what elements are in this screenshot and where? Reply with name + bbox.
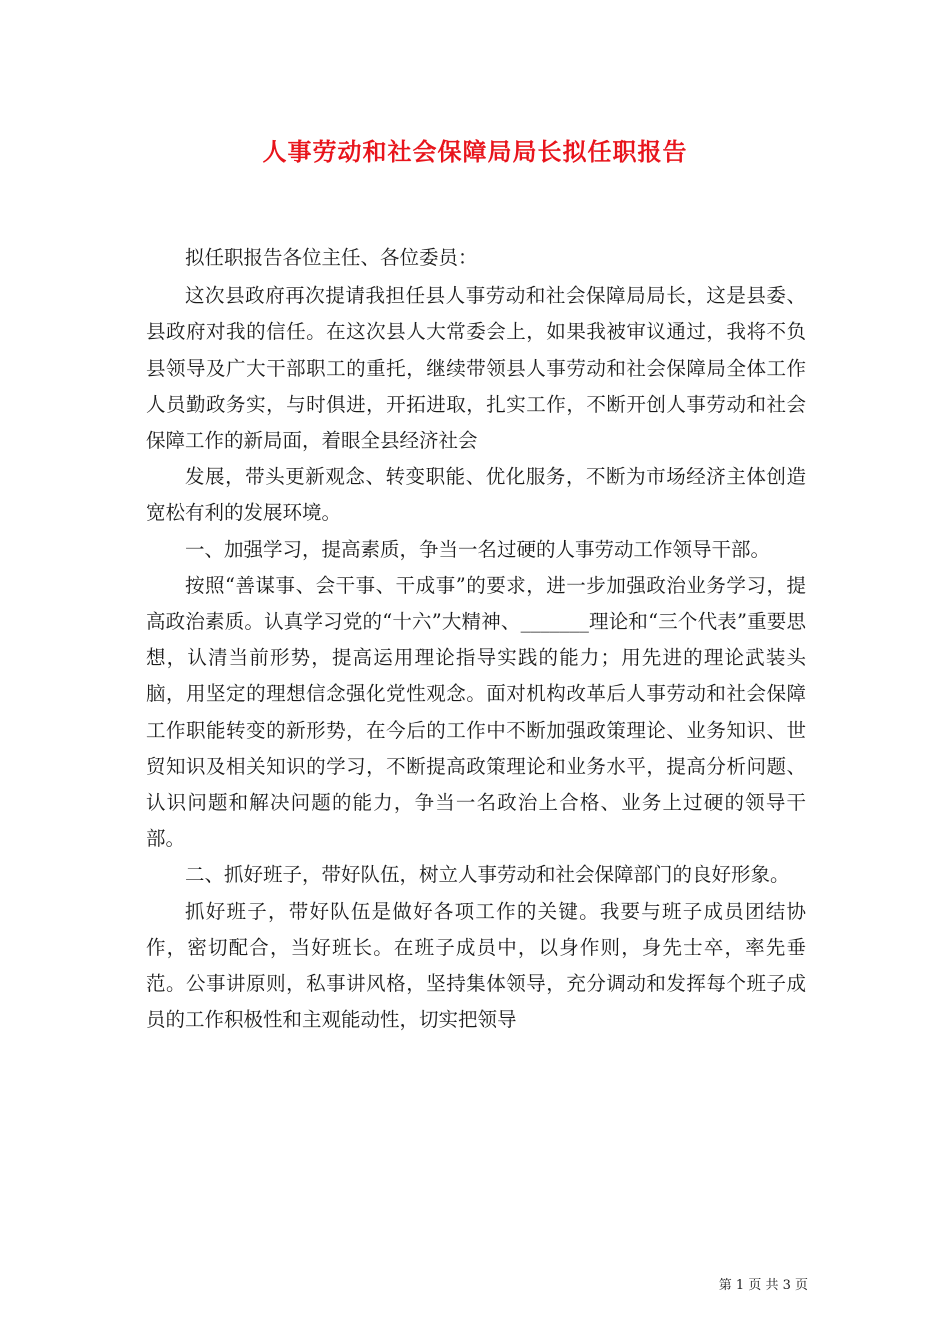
document-title: 人事劳动和社会保障局局长拟任职报告	[262, 137, 688, 166]
body-paragraph: 按照“善谋事、会干事、干成事”的要求，进一步加强政治业务学习，提高政治素质。认真学习党的“十六”大精神、_______理论和“三个代表”重要思想，认清当前形势，提高运用理论指导实践的能力；用先进的理论武装头脑，用坚定的理想信念强化党性观念。面对机构改革后人事劳动和社会保障工作职能转变的新形势，在今后的工作中不断加强政策理论、业务知识、世贸知识及相关知识的学习，不断提高政策理论和业务水平，提高分析问题、认识问题和解决问题的能力，争当一名政治上合格、业务上过硬的领导干部。	[146, 573, 806, 851]
section-heading: 一、加强学习，提高素质，争当一名过硬的人事劳动工作领导干部。	[185, 537, 771, 561]
document-body	[146, 240, 806, 1038]
page-number-footer: 第 1 页 共 3 页	[718, 1278, 808, 1293]
body-paragraph: 发展，带头更新观念、转变职能、优化服务，不断为市场经济主体创造宽松有利的发展环境。	[146, 465, 806, 525]
body-paragraph: 这次县政府再次提请我担任县人事劳动和社会保障局局长，这是县委、县政府对我的信任。在这次县人大常委会上，如果我被审议通过，我将不负县领导及广大干部职工的重托，继续带领县人事劳动和社会保障局全体工作人员勤政务实，与时俱进，开拓进取，扎实工作，不断开创人事劳动和社会保障工作的新局面，着眼全县经济社会	[146, 284, 806, 453]
section-heading: 二、抓好班子，带好队伍，树立人事劳动和社会保障部门的良好形象。	[185, 863, 790, 887]
salutation-paragraph: 拟任职报告各位主任、各位委员：	[185, 246, 478, 269]
body-paragraph: 抓好班子，带好队伍是做好各项工作的关键。我要与班子成员团结协作，密切配合，当好班长。在班子成员中，以身作则，身先士卒，率先垂范。公事讲原则，私事讲风格，坚持集体领导，充分调动和发挥每个班子成员的工作积极性和主观能动性，切实把领导	[146, 899, 806, 1032]
